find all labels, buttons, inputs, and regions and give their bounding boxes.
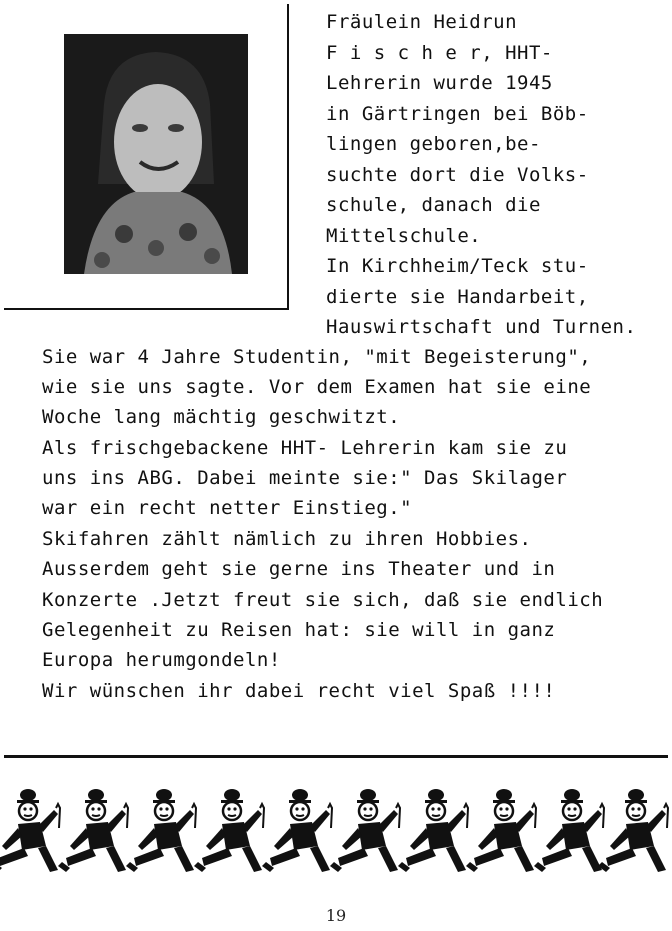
text-line: Als frischgebackene HHT- Lehrerin kam sie zu — [42, 437, 568, 459]
text-line: Wir wünschen ihr dabei recht viel Spaß !!!! — [42, 680, 556, 702]
text-line: schule, danach die — [326, 194, 541, 216]
text-line: war ein recht netter Einstieg." — [42, 497, 413, 519]
text-line: Skifahren zählt nämlich zu ihren Hobbies. — [42, 528, 532, 550]
text-line: dierte sie Handarbeit, — [326, 286, 589, 308]
text-line: In Kirchheim/Teck stu- — [326, 255, 589, 277]
dancer-figure — [126, 789, 196, 872]
text-line: Woche lang mächtig geschwitzt. — [42, 406, 401, 428]
dancer-figure — [598, 789, 668, 872]
text-line: Fräulein Heidrun — [326, 11, 518, 33]
page-number: 19 — [325, 906, 347, 925]
text-line: uns ins ABG. Dabei meinte sie:" Das Skilager — [42, 467, 568, 489]
dancer-figure — [330, 789, 400, 872]
text-line: Lehrerin wurde 1945 — [326, 72, 553, 94]
text-line: in Gärtringen bei Böb- — [326, 103, 589, 125]
text-line: Hauswirtschaft und Turnen. — [326, 316, 637, 338]
text-line: Sie war 4 Jahre Studentin, "mit Begeisterung", — [42, 346, 592, 368]
text-line: Ausserdem geht sie gerne ins Theater und in — [42, 558, 556, 580]
dancer-figure — [398, 789, 468, 872]
text-line: Mittelschule. — [326, 225, 482, 247]
dancer-figure — [194, 789, 264, 872]
dancer-figure — [0, 789, 60, 872]
text-line: Europa herumgondeln! — [42, 649, 281, 671]
dancer-figure — [466, 789, 536, 872]
dancer-figure — [262, 789, 332, 872]
teacher-portrait-photo — [64, 34, 248, 274]
text-line: wie sie uns sagte. Vor dem Examen hat sie eine — [42, 376, 592, 398]
text-line: lingen geboren,be- — [326, 133, 541, 155]
text-line: Konzerte .Jetzt freut sie sich, daß sie endlich — [42, 589, 604, 611]
text-line: F i s c h e r, HHT- — [326, 42, 553, 64]
dancer-figure — [58, 789, 128, 872]
horizontal-divider — [4, 755, 668, 758]
text-line: suchte dort die Volks- — [326, 164, 589, 186]
decorative-border-strip — [0, 788, 672, 888]
dancer-figure — [534, 789, 604, 872]
text-line: Gelegenheit zu Reisen hat: sie will in ganz — [42, 619, 556, 641]
